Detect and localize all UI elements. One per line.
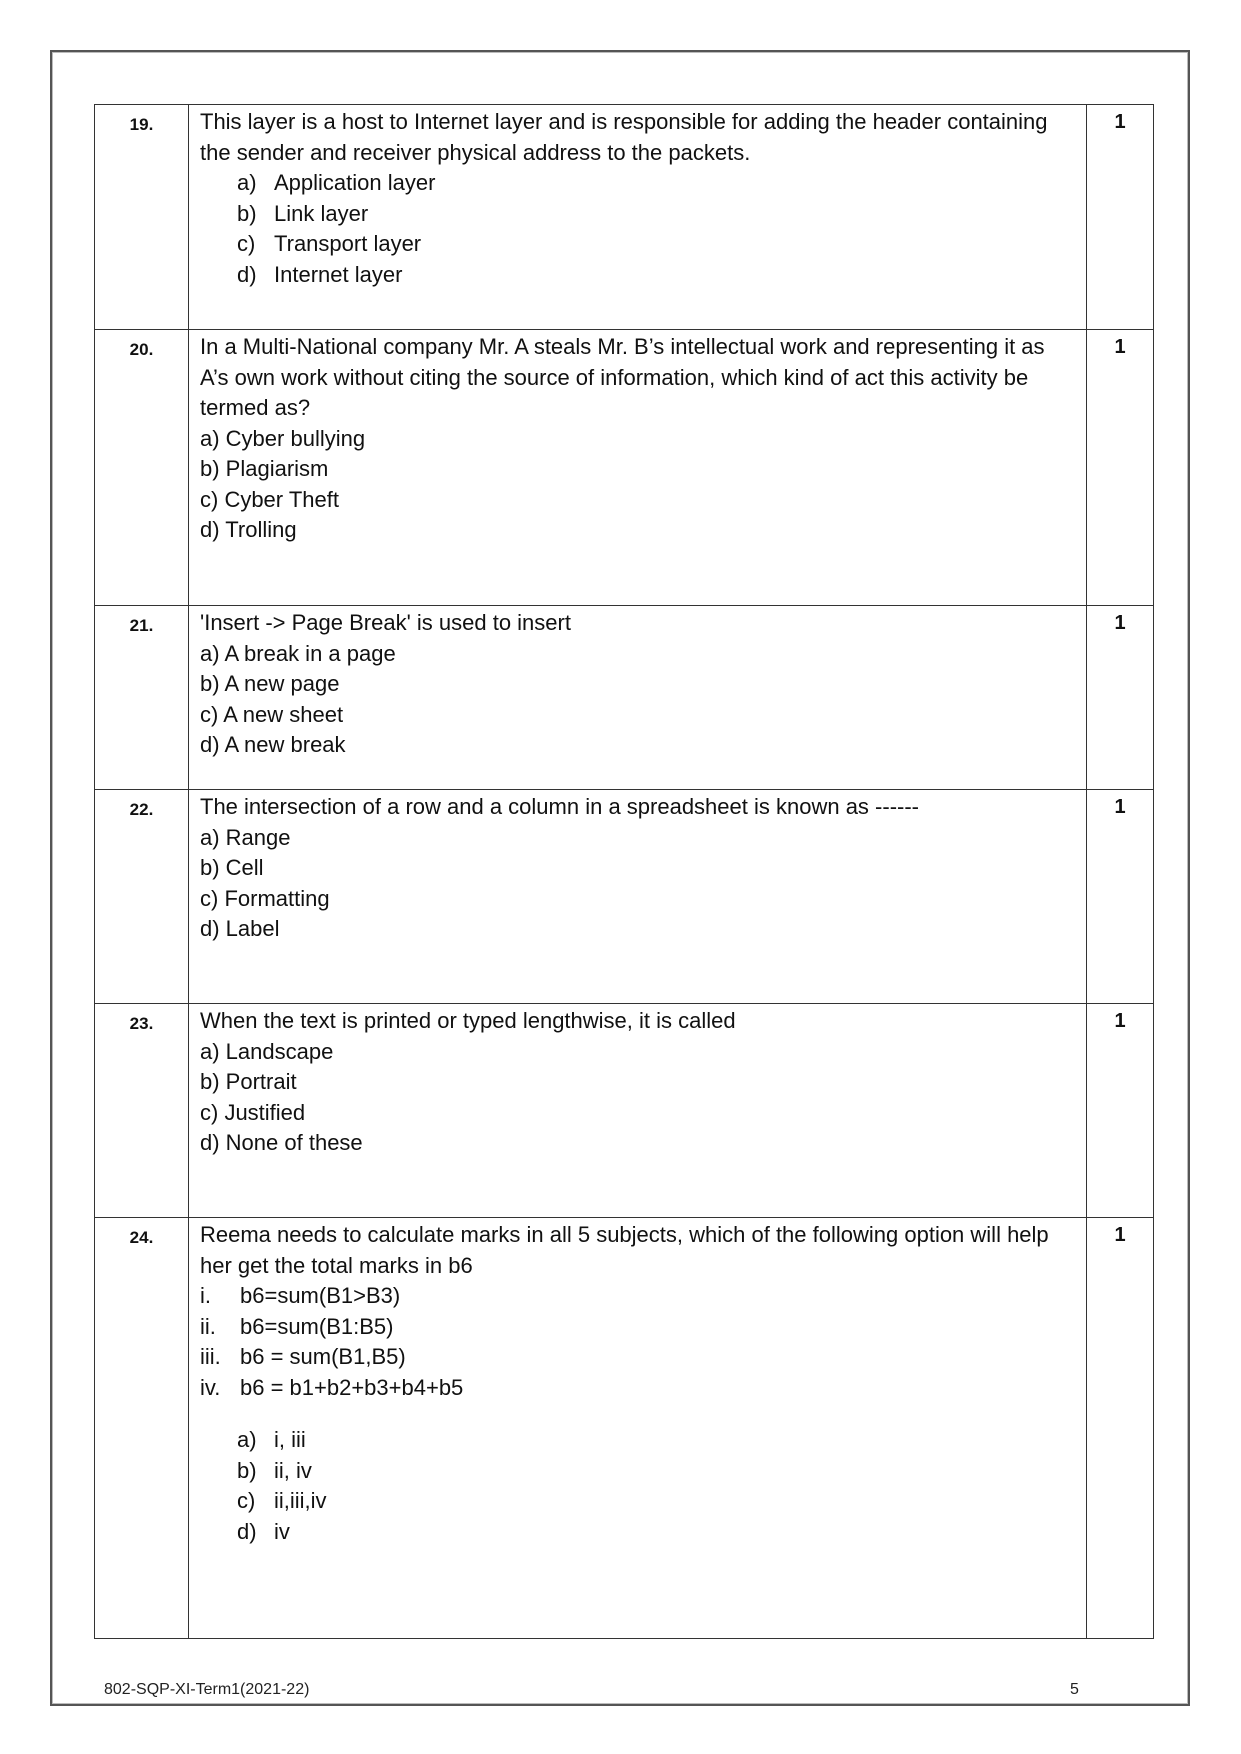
question-marks: 1 — [1087, 606, 1154, 790]
option-item: b) Cell — [200, 855, 264, 880]
question-cell — [189, 1004, 1087, 1218]
option-item — [237, 1425, 1076, 1456]
option-item — [237, 1486, 1076, 1517]
option-item: b) A new page — [200, 671, 340, 696]
option-item: d) A new break — [200, 732, 346, 757]
question-number: 21. — [95, 606, 189, 790]
statement-text: b6 = b1+b2+b3+b4+b5 — [240, 1374, 464, 1400]
statement-label: ii. — [200, 1313, 216, 1339]
question-row — [95, 105, 1154, 330]
option-label: b) — [237, 200, 257, 226]
option-item: b) Plagiarism — [200, 456, 329, 481]
page-number: 5 — [1070, 1681, 1079, 1698]
question-number: 20. — [95, 330, 189, 606]
questions-table — [94, 104, 1154, 1639]
option-item: c) Cyber Theft — [200, 486, 339, 512]
statement-label: i. — [200, 1283, 211, 1308]
question-row — [95, 606, 1154, 790]
option-item: a) Landscape — [200, 1038, 334, 1064]
option-text: Transport layer — [274, 231, 422, 256]
footer-code: 802-SQP-XI-Term1(2021-22) — [104, 1681, 310, 1698]
statement-label: iv. — [200, 1374, 221, 1400]
option-text: Internet layer — [274, 261, 403, 287]
option-label: c) — [237, 231, 256, 256]
option-text: Application layer — [274, 170, 436, 195]
statements-list — [200, 1281, 1076, 1403]
option-text: ii, iv — [274, 1457, 312, 1483]
option-item: c) A new sheet — [200, 701, 344, 727]
option-label: a) — [237, 1427, 257, 1452]
option-text: i, iii — [274, 1427, 306, 1452]
option-item: c) Formatting — [200, 885, 330, 911]
option-item: d) None of these — [200, 1130, 363, 1155]
option-item — [237, 1456, 1076, 1487]
option-label: d) — [237, 1518, 257, 1544]
option-item — [237, 229, 1076, 260]
question-text: In a Multi-National company Mr. A steals Mr. B’s intellectual work and representing it as A’s own work without citing the source of information, which kind of act this activity be termed as? — [200, 334, 1045, 420]
option-text: iv — [274, 1518, 290, 1544]
question-cell — [189, 606, 1087, 790]
question-text: 'Insert -> Page Break' is used to insert — [200, 610, 571, 635]
statement-text: b6=sum(B1:B5) — [240, 1313, 394, 1339]
option-item: b) Portrait — [200, 1069, 297, 1094]
statement-text: b6=sum(B1>B3) — [240, 1283, 401, 1308]
question-cell — [189, 790, 1087, 1004]
option-text: Link layer — [274, 200, 369, 226]
option-item: d) Trolling — [200, 517, 297, 542]
question-marks: 1 — [1087, 1004, 1154, 1218]
statement-item — [200, 1342, 1076, 1373]
option-item — [237, 168, 1076, 199]
question-marks: 1 — [1087, 1218, 1154, 1639]
question-row — [95, 790, 1154, 1004]
option-item — [237, 199, 1076, 230]
question-marks: 1 — [1087, 330, 1154, 606]
option-item: a) A break in a page — [200, 640, 396, 666]
question-number: 22. — [95, 790, 189, 1004]
option-item: c) Justified — [200, 1099, 306, 1125]
statement-item — [200, 1281, 1076, 1312]
question-number: 23. — [95, 1004, 189, 1218]
statement-label: iii. — [200, 1344, 221, 1369]
question-number: 19. — [95, 105, 189, 330]
option-item: a) Range — [200, 824, 291, 850]
question-text: This layer is a host to Internet layer and is responsible for adding the header containing the sender and receiver physical address to the packets. — [200, 109, 1048, 165]
question-row — [95, 1218, 1154, 1639]
statement-item — [200, 1373, 1076, 1404]
question-cell — [189, 330, 1087, 606]
question-marks: 1 — [1087, 790, 1154, 1004]
option-item — [237, 260, 1076, 291]
option-item: d) Label — [200, 916, 280, 941]
question-text: Reema needs to calculate marks in all 5 subjects, which of the following option will help her get the total marks in b6 — [200, 1222, 1049, 1278]
statement-text: b6 = sum(B1,B5) — [240, 1344, 406, 1369]
option-label: c) — [237, 1488, 256, 1513]
options-list — [237, 168, 1076, 290]
option-label: b) — [237, 1457, 257, 1483]
option-label: d) — [237, 261, 257, 287]
question-row — [95, 1004, 1154, 1218]
option-text: ii,iii,iv — [274, 1488, 327, 1513]
question-marks: 1 — [1087, 105, 1154, 330]
question-cell — [189, 1218, 1087, 1639]
statement-item — [200, 1312, 1076, 1343]
question-number: 24. — [95, 1218, 189, 1639]
question-text: The intersection of a row and a column in a spreadsheet is known as ------ — [200, 794, 919, 819]
question-row — [95, 330, 1154, 606]
option-item — [237, 1517, 1076, 1548]
option-label: a) — [237, 170, 257, 195]
options-list — [237, 1425, 1076, 1547]
question-cell — [189, 105, 1087, 330]
option-item: a) Cyber bullying — [200, 425, 366, 451]
question-text: When the text is printed or typed lengthwise, it is called — [200, 1008, 736, 1033]
